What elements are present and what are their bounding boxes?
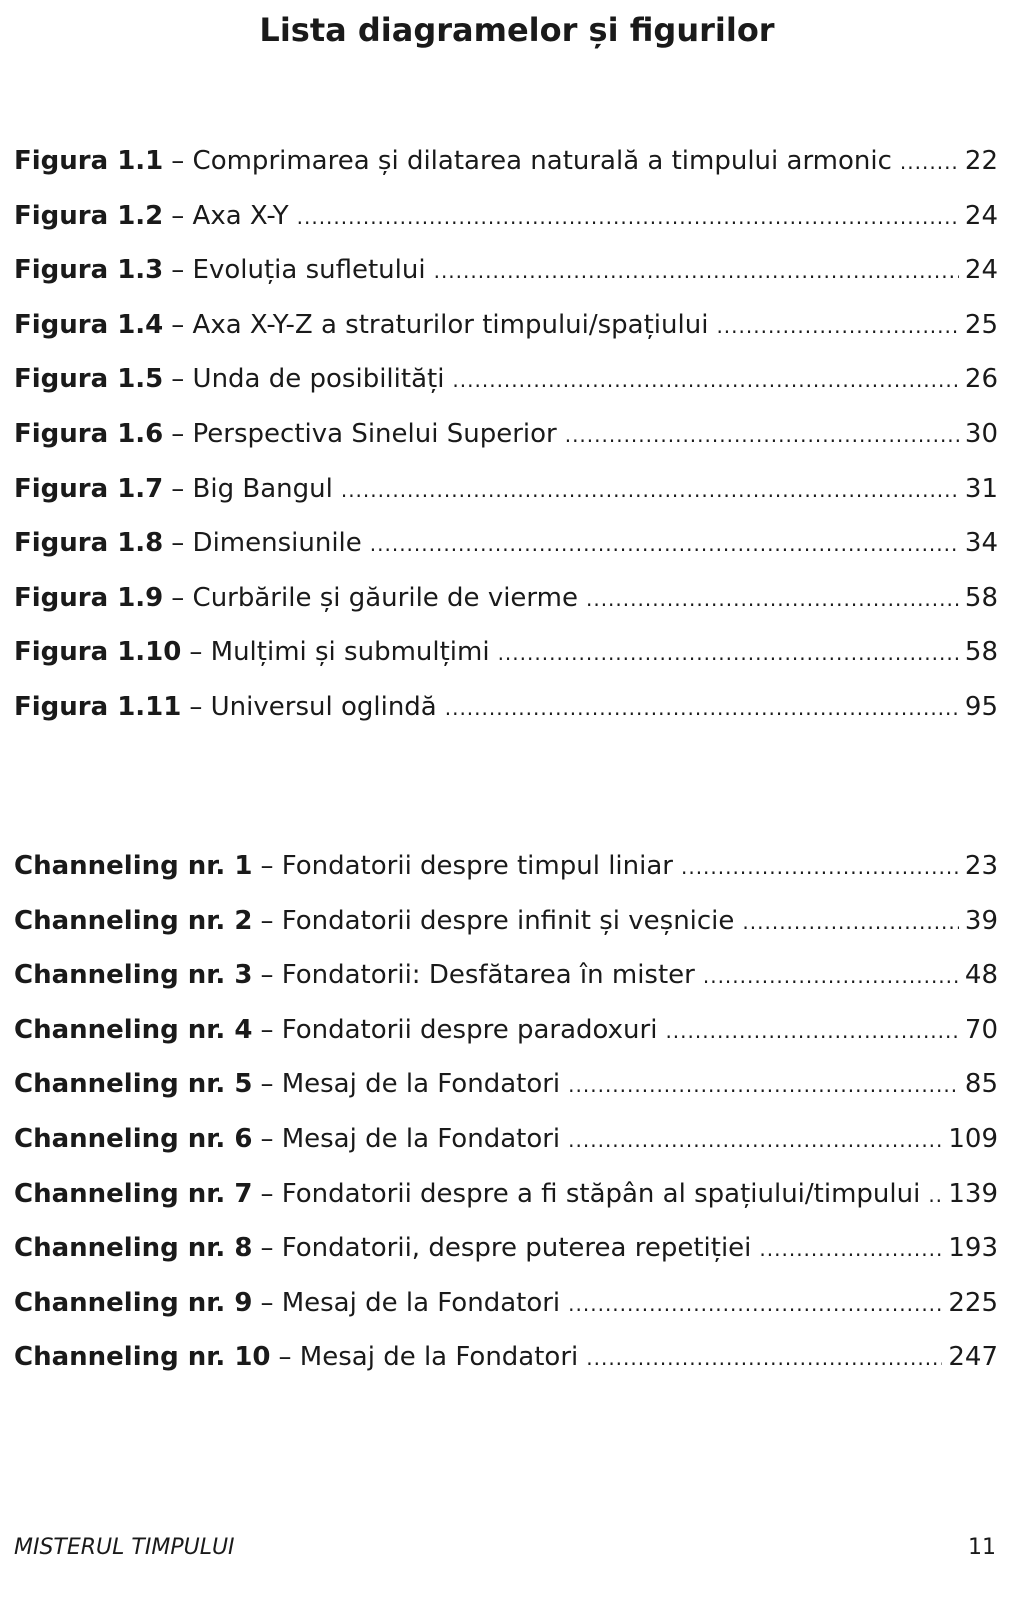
entry-title: – Universul oglindă <box>189 691 437 722</box>
dot-leader <box>716 302 958 350</box>
figure-entry <box>14 246 998 301</box>
entry-page: 26 <box>964 364 998 395</box>
figure-entry <box>14 574 998 629</box>
entry-label: Channeling nr. 6 <box>14 1123 253 1154</box>
dot-leader <box>568 1116 942 1164</box>
channeling-entry <box>14 1115 998 1170</box>
entry-title: – Curbările și găurile de vierme <box>171 582 578 613</box>
channeling-entry <box>14 897 998 952</box>
entry-label: Figura 1.2 <box>14 200 164 231</box>
entry-page: 24 <box>964 255 998 286</box>
dot-leader <box>445 684 959 732</box>
entry-label: Figura 1.7 <box>14 473 164 504</box>
entry-label: Channeling nr. 10 <box>14 1342 271 1373</box>
footer-page-number: 11 <box>968 1535 996 1560</box>
figure-entry <box>14 683 998 738</box>
entry-label: Channeling nr. 4 <box>14 1014 253 1045</box>
channeling-entry <box>14 842 998 897</box>
entry-page: 85 <box>964 1069 998 1100</box>
figure-entry <box>14 355 998 410</box>
entry-page: 139 <box>948 1178 998 1209</box>
entry-title: – Mesaj de la Fondatori <box>260 1123 561 1154</box>
entry-page: 23 <box>964 851 998 881</box>
figures-list <box>14 137 998 738</box>
entry-title: – Axa X-Y <box>171 200 289 231</box>
entry-title: – Mesaj de la Fondatori <box>278 1342 579 1373</box>
entry-title: – Dimensiunile <box>171 528 362 559</box>
entry-label: Figura 1.9 <box>14 582 164 613</box>
entry-label: Figura 1.8 <box>14 528 164 559</box>
entry-label: Channeling nr. 3 <box>14 960 253 991</box>
dot-leader <box>568 1280 942 1328</box>
entry-label: Channeling nr. 9 <box>14 1287 253 1318</box>
entry-label: Figura 1.10 <box>14 637 182 668</box>
entry-title: – Axa X-Y-Z a straturilor timpului/spațiului <box>171 309 709 340</box>
entry-page: 247 <box>948 1342 998 1373</box>
entry-title: – Unda de posibilități <box>171 364 445 395</box>
entry-page: 193 <box>948 1233 998 1264</box>
entry-page: 225 <box>948 1287 998 1318</box>
figure-entry <box>14 519 998 574</box>
dot-leader <box>434 247 959 295</box>
entry-label: Channeling nr. 8 <box>14 1233 253 1264</box>
entry-page: 70 <box>964 1014 998 1045</box>
dot-leader <box>297 193 959 241</box>
dot-leader <box>586 1334 942 1382</box>
entry-page: 48 <box>964 960 998 991</box>
entry-label: Channeling nr. 2 <box>14 905 253 936</box>
entry-label: Channeling nr. 7 <box>14 1178 253 1209</box>
entry-page: 58 <box>964 637 998 668</box>
entry-page: 30 <box>964 418 998 449</box>
channeling-entry <box>14 1333 998 1388</box>
page-title: Lista diagramelor și figurilor <box>259 11 775 49</box>
entry-page: 34 <box>964 528 998 559</box>
dot-leader <box>742 898 959 946</box>
channeling-list <box>14 842 998 1388</box>
dot-leader <box>900 138 959 186</box>
entry-label: Channeling nr. 5 <box>14 1069 253 1100</box>
entry-title: – Mesaj de la Fondatori <box>260 1069 561 1100</box>
dot-leader <box>703 952 959 1000</box>
entry-page: 39 <box>964 905 998 936</box>
entry-title: – Fondatorii despre timpul liniar <box>260 851 673 881</box>
entry-title: – Fondatorii despre infinit și veșnicie <box>260 905 735 936</box>
figure-entry <box>14 628 998 683</box>
entry-page: 109 <box>948 1123 998 1154</box>
entry-title: – Big Bangul <box>171 473 333 504</box>
entry-title: – Fondatorii despre paradoxuri <box>260 1014 658 1045</box>
entry-label: Figura 1.4 <box>14 309 164 340</box>
dot-leader <box>568 1061 959 1109</box>
entry-page: 24 <box>964 200 998 231</box>
entry-page: 95 <box>964 691 998 722</box>
channeling-entry <box>14 951 998 1006</box>
entry-page: 25 <box>964 309 998 340</box>
entry-title: – Perspectiva Sinelui Superior <box>171 418 557 449</box>
channeling-entry <box>14 1224 998 1279</box>
entry-title: – Comprimarea și dilatarea naturală a timpului armonic <box>171 146 892 176</box>
entry-label: Figura 1.6 <box>14 418 164 449</box>
figure-entry <box>14 137 998 192</box>
entry-title: – Mesaj de la Fondatori <box>260 1287 561 1318</box>
dot-leader <box>759 1225 942 1273</box>
dot-leader <box>498 629 959 677</box>
dot-leader <box>681 843 959 891</box>
figure-entry <box>14 410 998 465</box>
entry-label: Channeling nr. 1 <box>14 851 253 881</box>
figure-entry <box>14 192 998 247</box>
dot-leader <box>452 356 958 404</box>
entry-page: 58 <box>964 582 998 613</box>
dot-leader <box>565 411 959 459</box>
entry-title: – Mulțimi și submulțimi <box>189 637 490 668</box>
entry-title: – Fondatorii: Desfătarea în mister <box>260 960 695 991</box>
dot-leader <box>928 1171 942 1219</box>
channeling-entry <box>14 1006 998 1061</box>
figure-entry <box>14 465 998 520</box>
entry-page: 22 <box>964 146 998 176</box>
dot-leader <box>586 575 959 623</box>
channeling-entry <box>14 1170 998 1225</box>
entry-label: Figura 1.5 <box>14 364 164 395</box>
entry-title: – Fondatorii despre a fi stăpân al spațiului/timpului <box>260 1178 921 1209</box>
footer-book-title: MISTERUL TIMPULUI <box>14 1535 235 1560</box>
dot-leader <box>665 1007 958 1055</box>
dot-leader <box>370 520 959 568</box>
entry-label: Figura 1.11 <box>14 691 182 722</box>
figure-entry <box>14 301 998 356</box>
entry-page: 31 <box>964 473 998 504</box>
entry-title: – Evoluția sufletului <box>171 255 426 286</box>
entry-title: – Fondatorii, despre puterea repetiției <box>260 1233 752 1264</box>
entry-label: Figura 1.1 <box>14 146 164 176</box>
dot-leader <box>341 466 959 514</box>
channeling-entry <box>14 1060 998 1115</box>
channeling-entry <box>14 1279 998 1334</box>
entry-label: Figura 1.3 <box>14 255 164 286</box>
